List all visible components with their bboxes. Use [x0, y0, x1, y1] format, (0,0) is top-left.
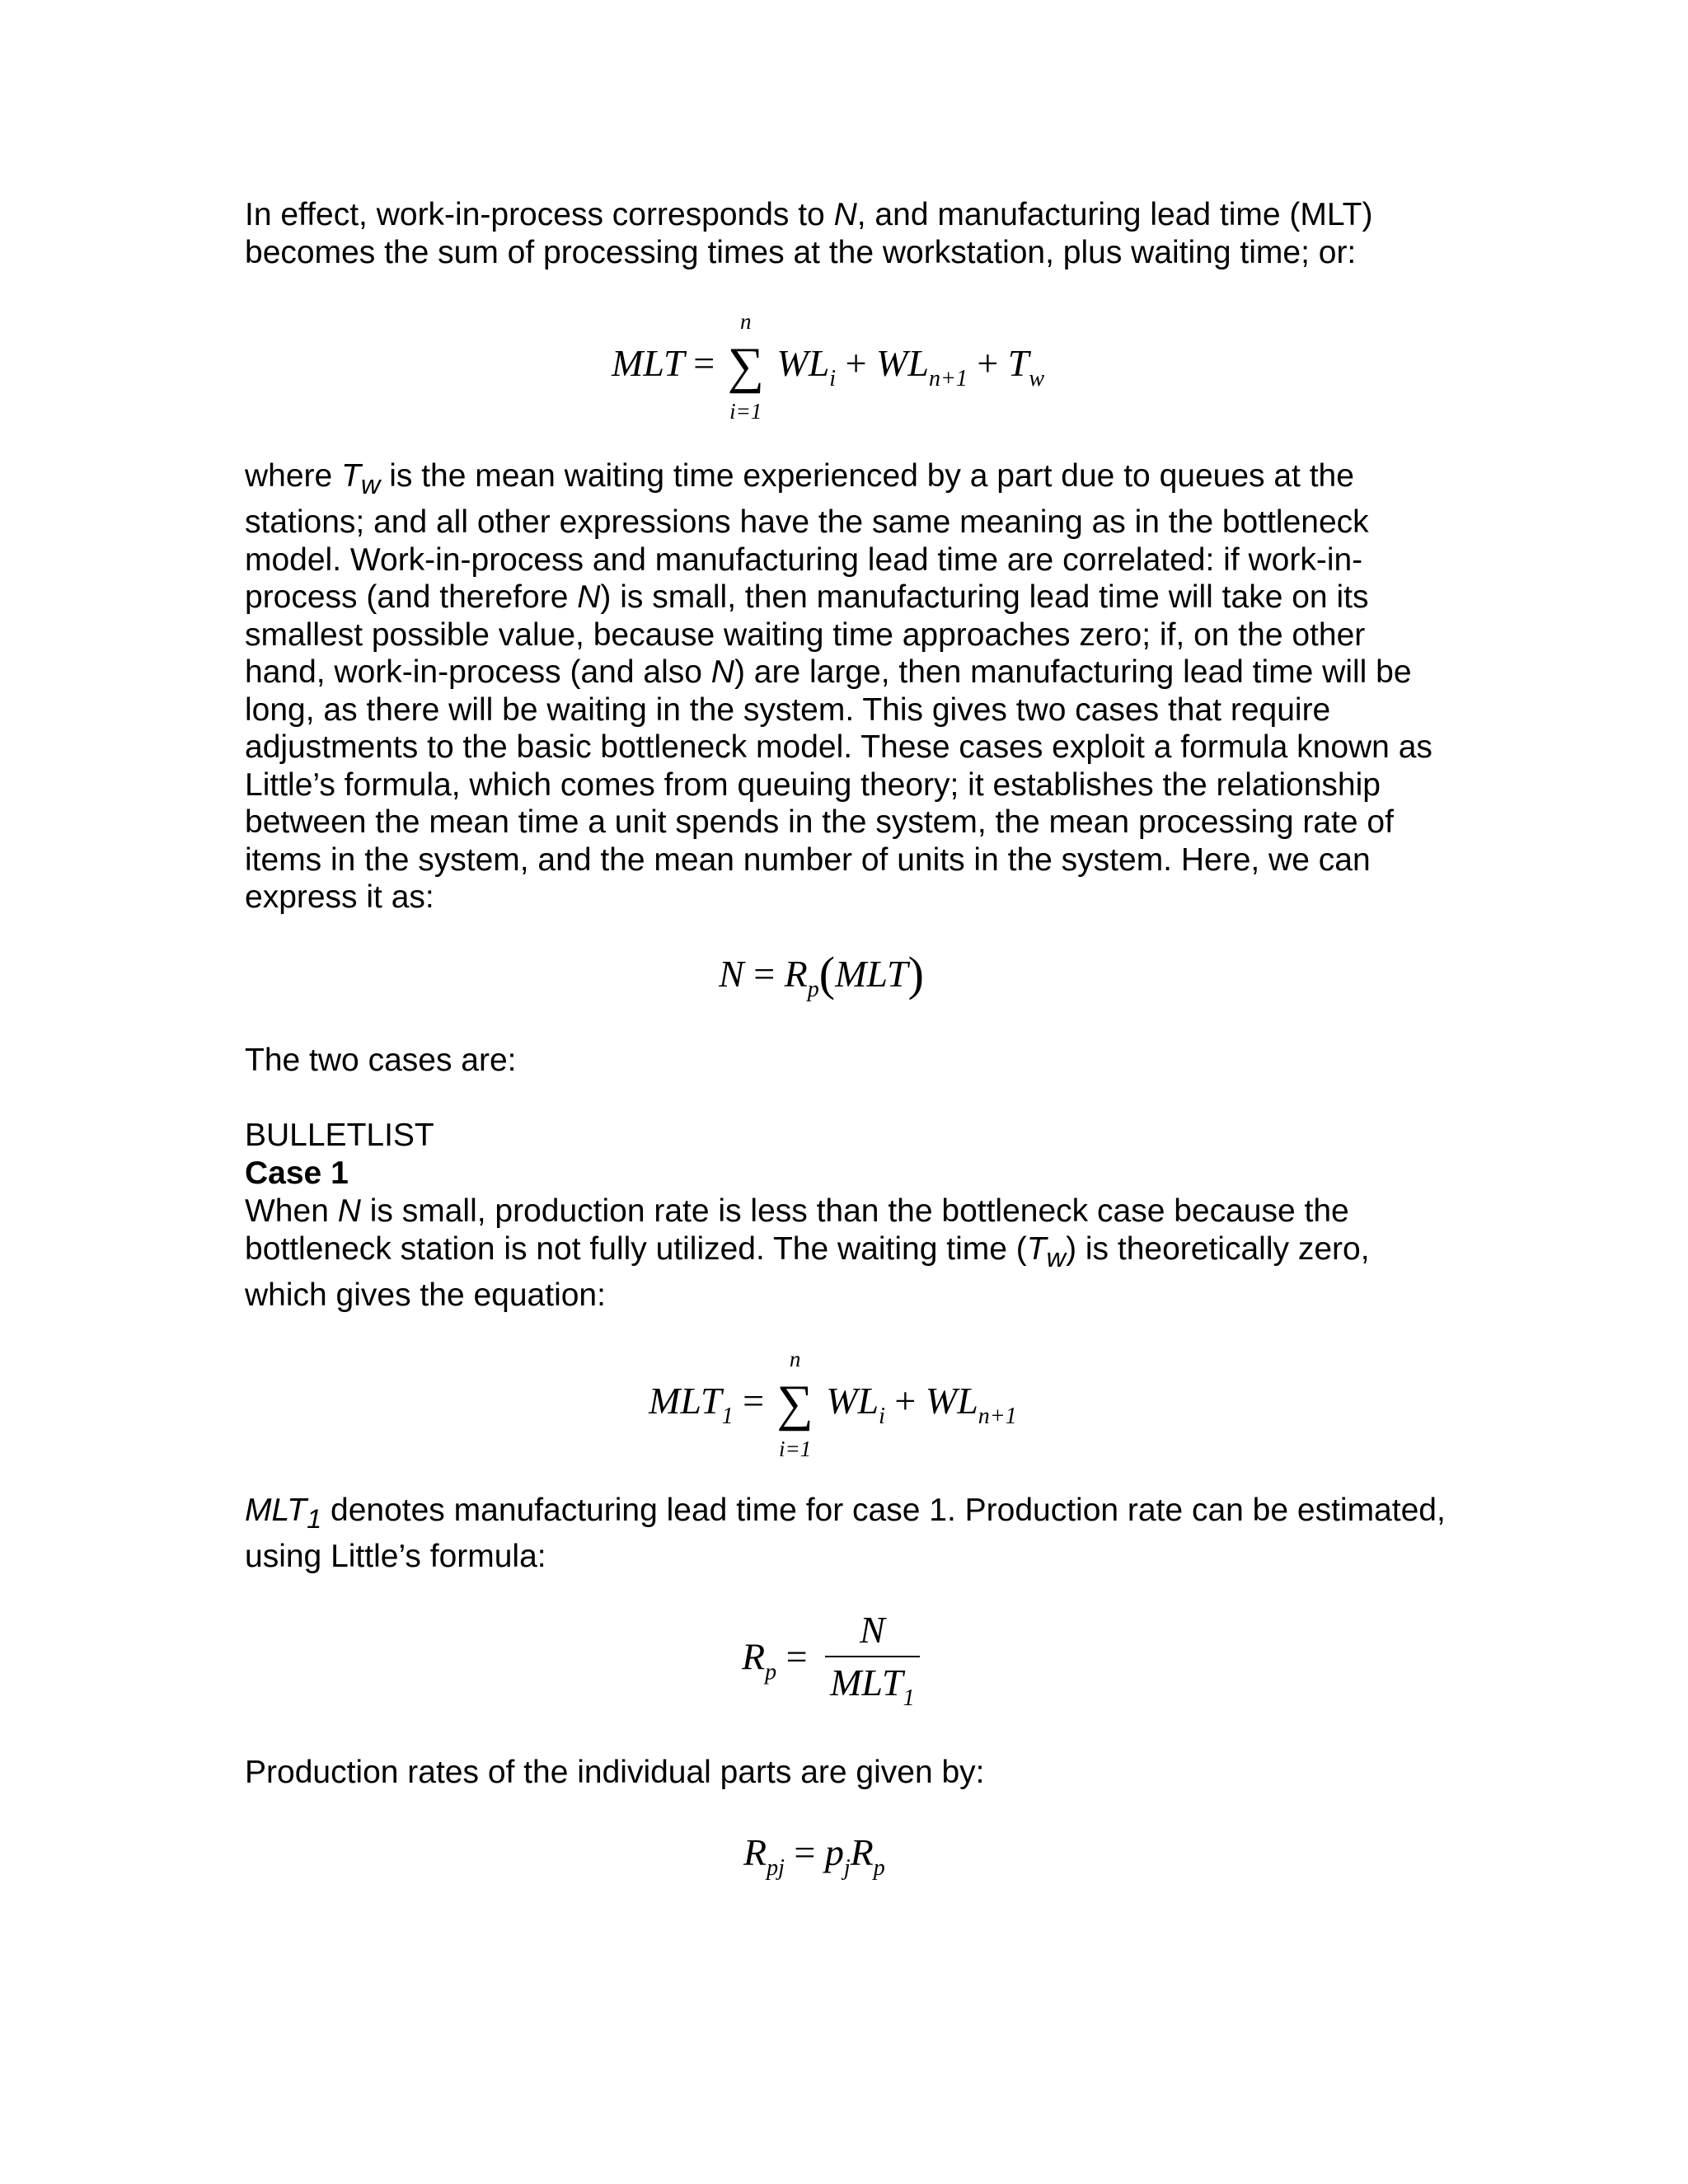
eq-equals: = [785, 1635, 808, 1678]
equation-mlt [612, 309, 1045, 424]
sub-p: p [873, 1855, 885, 1881]
eq-lhs: R [742, 1635, 766, 1678]
paragraph-mlt1-definition [245, 1492, 1448, 1576]
sub-i: i [879, 1404, 885, 1429]
sum-upper-limit: n [789, 1347, 801, 1371]
var-n: N [710, 654, 734, 691]
sub-p: p [765, 1659, 777, 1685]
var-n: N [337, 1193, 361, 1229]
eq-equals: = [693, 342, 715, 384]
term-p: p [824, 1831, 844, 1873]
sub-w: w [1046, 1242, 1067, 1272]
sub-i: i [829, 366, 837, 391]
sum-upper-limit: n [740, 309, 752, 334]
term-mlt: MLT [835, 953, 908, 995]
fraction-denominator [825, 1657, 920, 1710]
equation-little [719, 947, 924, 1002]
sub-1: 1 [307, 1503, 322, 1534]
left-paren: ( [818, 947, 836, 1001]
text: In effect, work-in-process corresponds to [245, 197, 834, 232]
eq-lhs: MLT [649, 1380, 722, 1422]
summation-symbol [776, 1347, 814, 1461]
sum-lower-limit: i=1 [729, 399, 762, 424]
plus: + [977, 342, 999, 384]
term-r: R [850, 1831, 874, 1873]
sub-n1: n+1 [928, 366, 968, 391]
eq-lhs: R [743, 1831, 767, 1873]
sub-j: j [843, 1855, 851, 1881]
paragraph-individual-rates: Production rates of the individual parts are given by: [245, 1755, 985, 1790]
paragraph-intro [245, 196, 1448, 271]
paragraph-two-cases: The two cases are: [245, 1043, 517, 1078]
sub-1: 1 [903, 1685, 915, 1711]
text: is small, production rate is less than the bottleneck case because the bottleneck station is not fully utilized. The waiting time ( [245, 1193, 1349, 1267]
fraction-numerator: N [825, 1611, 920, 1657]
text: denotes manufacturing lead time for case 1. Production rate can be estimated, using Little’s formula: [245, 1493, 1446, 1575]
var-t: T [341, 458, 361, 494]
text: where [245, 458, 342, 494]
sub-1: 1 [721, 1404, 734, 1429]
text: ) is small, then manufacturing lead time will take on its smallest possible value, because waiting time approaches zero; if, on the other hand, work-in-process (and also [245, 579, 1369, 691]
sub-w: w [1029, 366, 1045, 391]
term-t: T [1007, 342, 1029, 384]
equation-rate [742, 1611, 920, 1710]
right-paren: ) [907, 947, 924, 1001]
term-wl: WL [925, 1380, 978, 1422]
equation-part-rate [743, 1831, 885, 1881]
term-mlt: MLT [245, 1493, 307, 1528]
text: ) are large, then manufacturing lead time will be long, as there will be waiting in the system. This gives two cases that require adjustments to the basic bottleneck model. These cases exploit a formula known as Little’s formula, which comes from queuing theory; it establishes the relationship between the mean time a unit spends in the system, the mean processing rate of items in the system, and the mean number of units in the system. Here, we can express it as: [245, 654, 1432, 916]
text: ) is theoretically zero, which gives the equation: [245, 1230, 1370, 1313]
eq-equals: = [743, 1380, 765, 1422]
term-r: R [784, 953, 808, 995]
sub-n1: n+1 [978, 1404, 1017, 1429]
sub-pj: pj [767, 1855, 785, 1881]
plus: + [894, 1380, 917, 1422]
plus: + [845, 342, 867, 384]
eq-lhs: N [719, 953, 744, 995]
equation-mlt1 [649, 1347, 1017, 1461]
term-mlt: MLT [830, 1661, 903, 1704]
summation-symbol [727, 309, 764, 424]
case-1-heading: Case 1 [245, 1155, 349, 1191]
bulletlist-marker: BULLETLIST [245, 1118, 434, 1153]
var-n: N [833, 197, 857, 232]
text: When [245, 1193, 338, 1229]
sub-p: p [807, 977, 819, 1002]
fraction [825, 1611, 920, 1710]
term-wl: WL [776, 342, 830, 384]
paragraph-explanation [245, 457, 1448, 916]
sigma: ∑ [776, 1376, 814, 1432]
sub-w: w [360, 469, 381, 499]
eq-equals: = [794, 1831, 816, 1873]
paragraph-case1 [245, 1193, 1448, 1314]
term-wl: WL [826, 1380, 879, 1422]
eq-lhs: MLT [612, 342, 684, 384]
var-n: N [577, 579, 601, 616]
sigma: ∑ [727, 338, 764, 394]
eq-equals: = [753, 953, 776, 995]
var-t: T [1026, 1230, 1047, 1267]
sum-lower-limit: i=1 [779, 1436, 812, 1461]
term-wl: WL [876, 342, 929, 384]
text: , and manufacturing lead time (MLT) becomes the sum of processing times at the workstation, plus waiting time; or: [245, 197, 1373, 270]
text: is the mean waiting time experienced by a part due to queues at the stations; and all other expressions have the same meaning as in the bottleneck model. Work-in-process and manufacturing lead time are correlated: if work-in-process (and therefore [245, 458, 1369, 616]
